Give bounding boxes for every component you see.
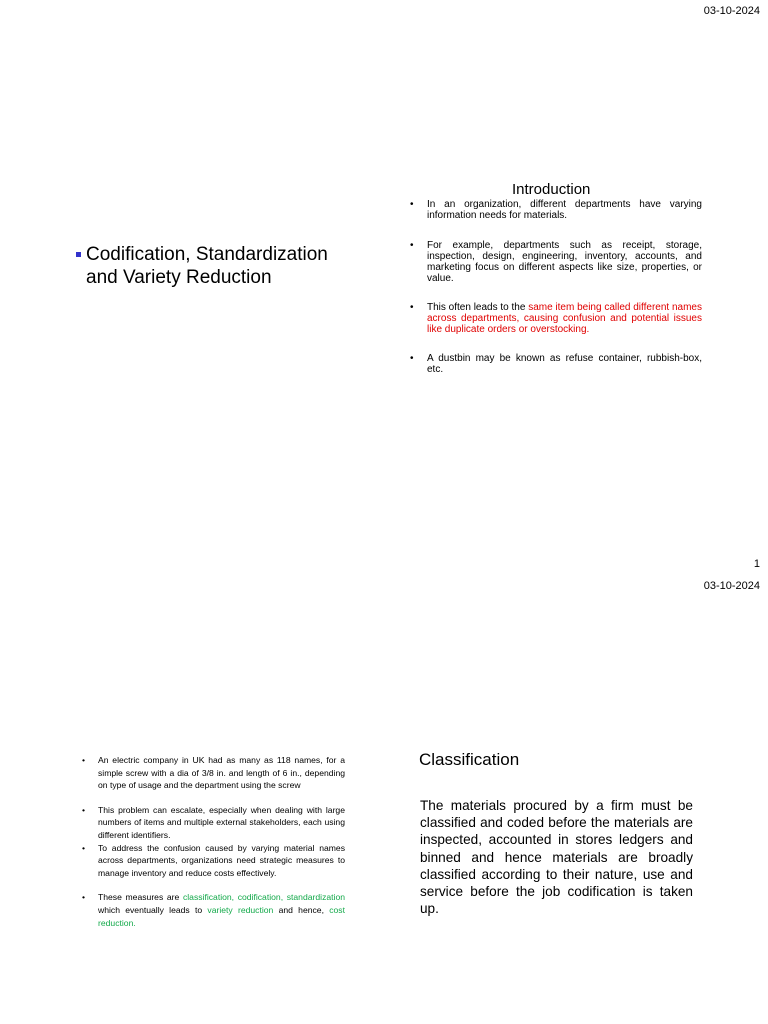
slide2-bullet-3: • To address the confusion caused by varying material names across departments, organizations need strategic measures to manage inventory and reduce costs effectively. — [82, 842, 345, 880]
intro-bullet-3-highlight: same item being called different names across departments, causing confusion and potential issues like duplicate orders or overstocking. — [427, 301, 702, 336]
slide2-bullet-4-green-3: cost reduction. — [98, 904, 345, 928]
square-bullet-icon — [76, 252, 81, 257]
slide1-title — [76, 243, 346, 289]
slide2-bullet-4-mid-2: and hence, — [273, 904, 330, 915]
page-number: 1 — [753, 558, 760, 570]
slide2-bullet-4-green-2: variety reduction — [207, 904, 274, 915]
slide1-title-text: Codification, Standardization and Variety Reduction — [86, 244, 328, 288]
intro-bullet-list — [410, 199, 702, 375]
slide2-bullet-4-green-1: classification, codification, standardization — [182, 892, 345, 903]
slide2-bullet-4-prefix: These measures are — [98, 892, 183, 903]
intro-bullet-1: • In an organization, different departments have varying information needs for materials. — [410, 199, 702, 222]
slide1-date: 03-10-2024 — [703, 5, 760, 17]
slide2-bullet-4-mid: which eventually leads to — [98, 904, 208, 915]
slide2-bullet-list — [82, 754, 345, 929]
intro-bullet-3 — [410, 302, 702, 336]
classification-heading: Classification — [419, 750, 520, 769]
slide2-bullet-4 — [82, 891, 345, 929]
slide2-date: 03-10-2024 — [703, 580, 760, 592]
intro-bullet-2: • For example, departments such as receipt, storage, inspection, design, engineering, inventory, accounts, and marketing focus on different aspects like size, properties, or value. — [410, 240, 702, 285]
slide2-bullet-1: • An electric company in UK had as many as 118 names, for a simple screw with a dia of 3/8 in. and length of 6 in., depending on type of usage and the department using the screw — [82, 754, 345, 792]
intro-heading: Introduction — [512, 181, 591, 198]
intro-bullet-4: • A dustbin may be known as refuse container, rubbish-box, etc. — [410, 353, 702, 376]
intro-bullet-3-prefix: This often leads to the — [427, 301, 529, 313]
classification-paragraph: The materials procured by a firm must be classified and coded before the materials are inspected, accounted in stores ledgers and binned and hence materials are broadly classified according to their nature, use and service before the job codification is taken up. — [420, 798, 693, 917]
slide2-bullet-2: • This problem can escalate, especially when dealing with large numbers of items and multiple external stakeholders, each using different identifiers. — [82, 804, 345, 842]
